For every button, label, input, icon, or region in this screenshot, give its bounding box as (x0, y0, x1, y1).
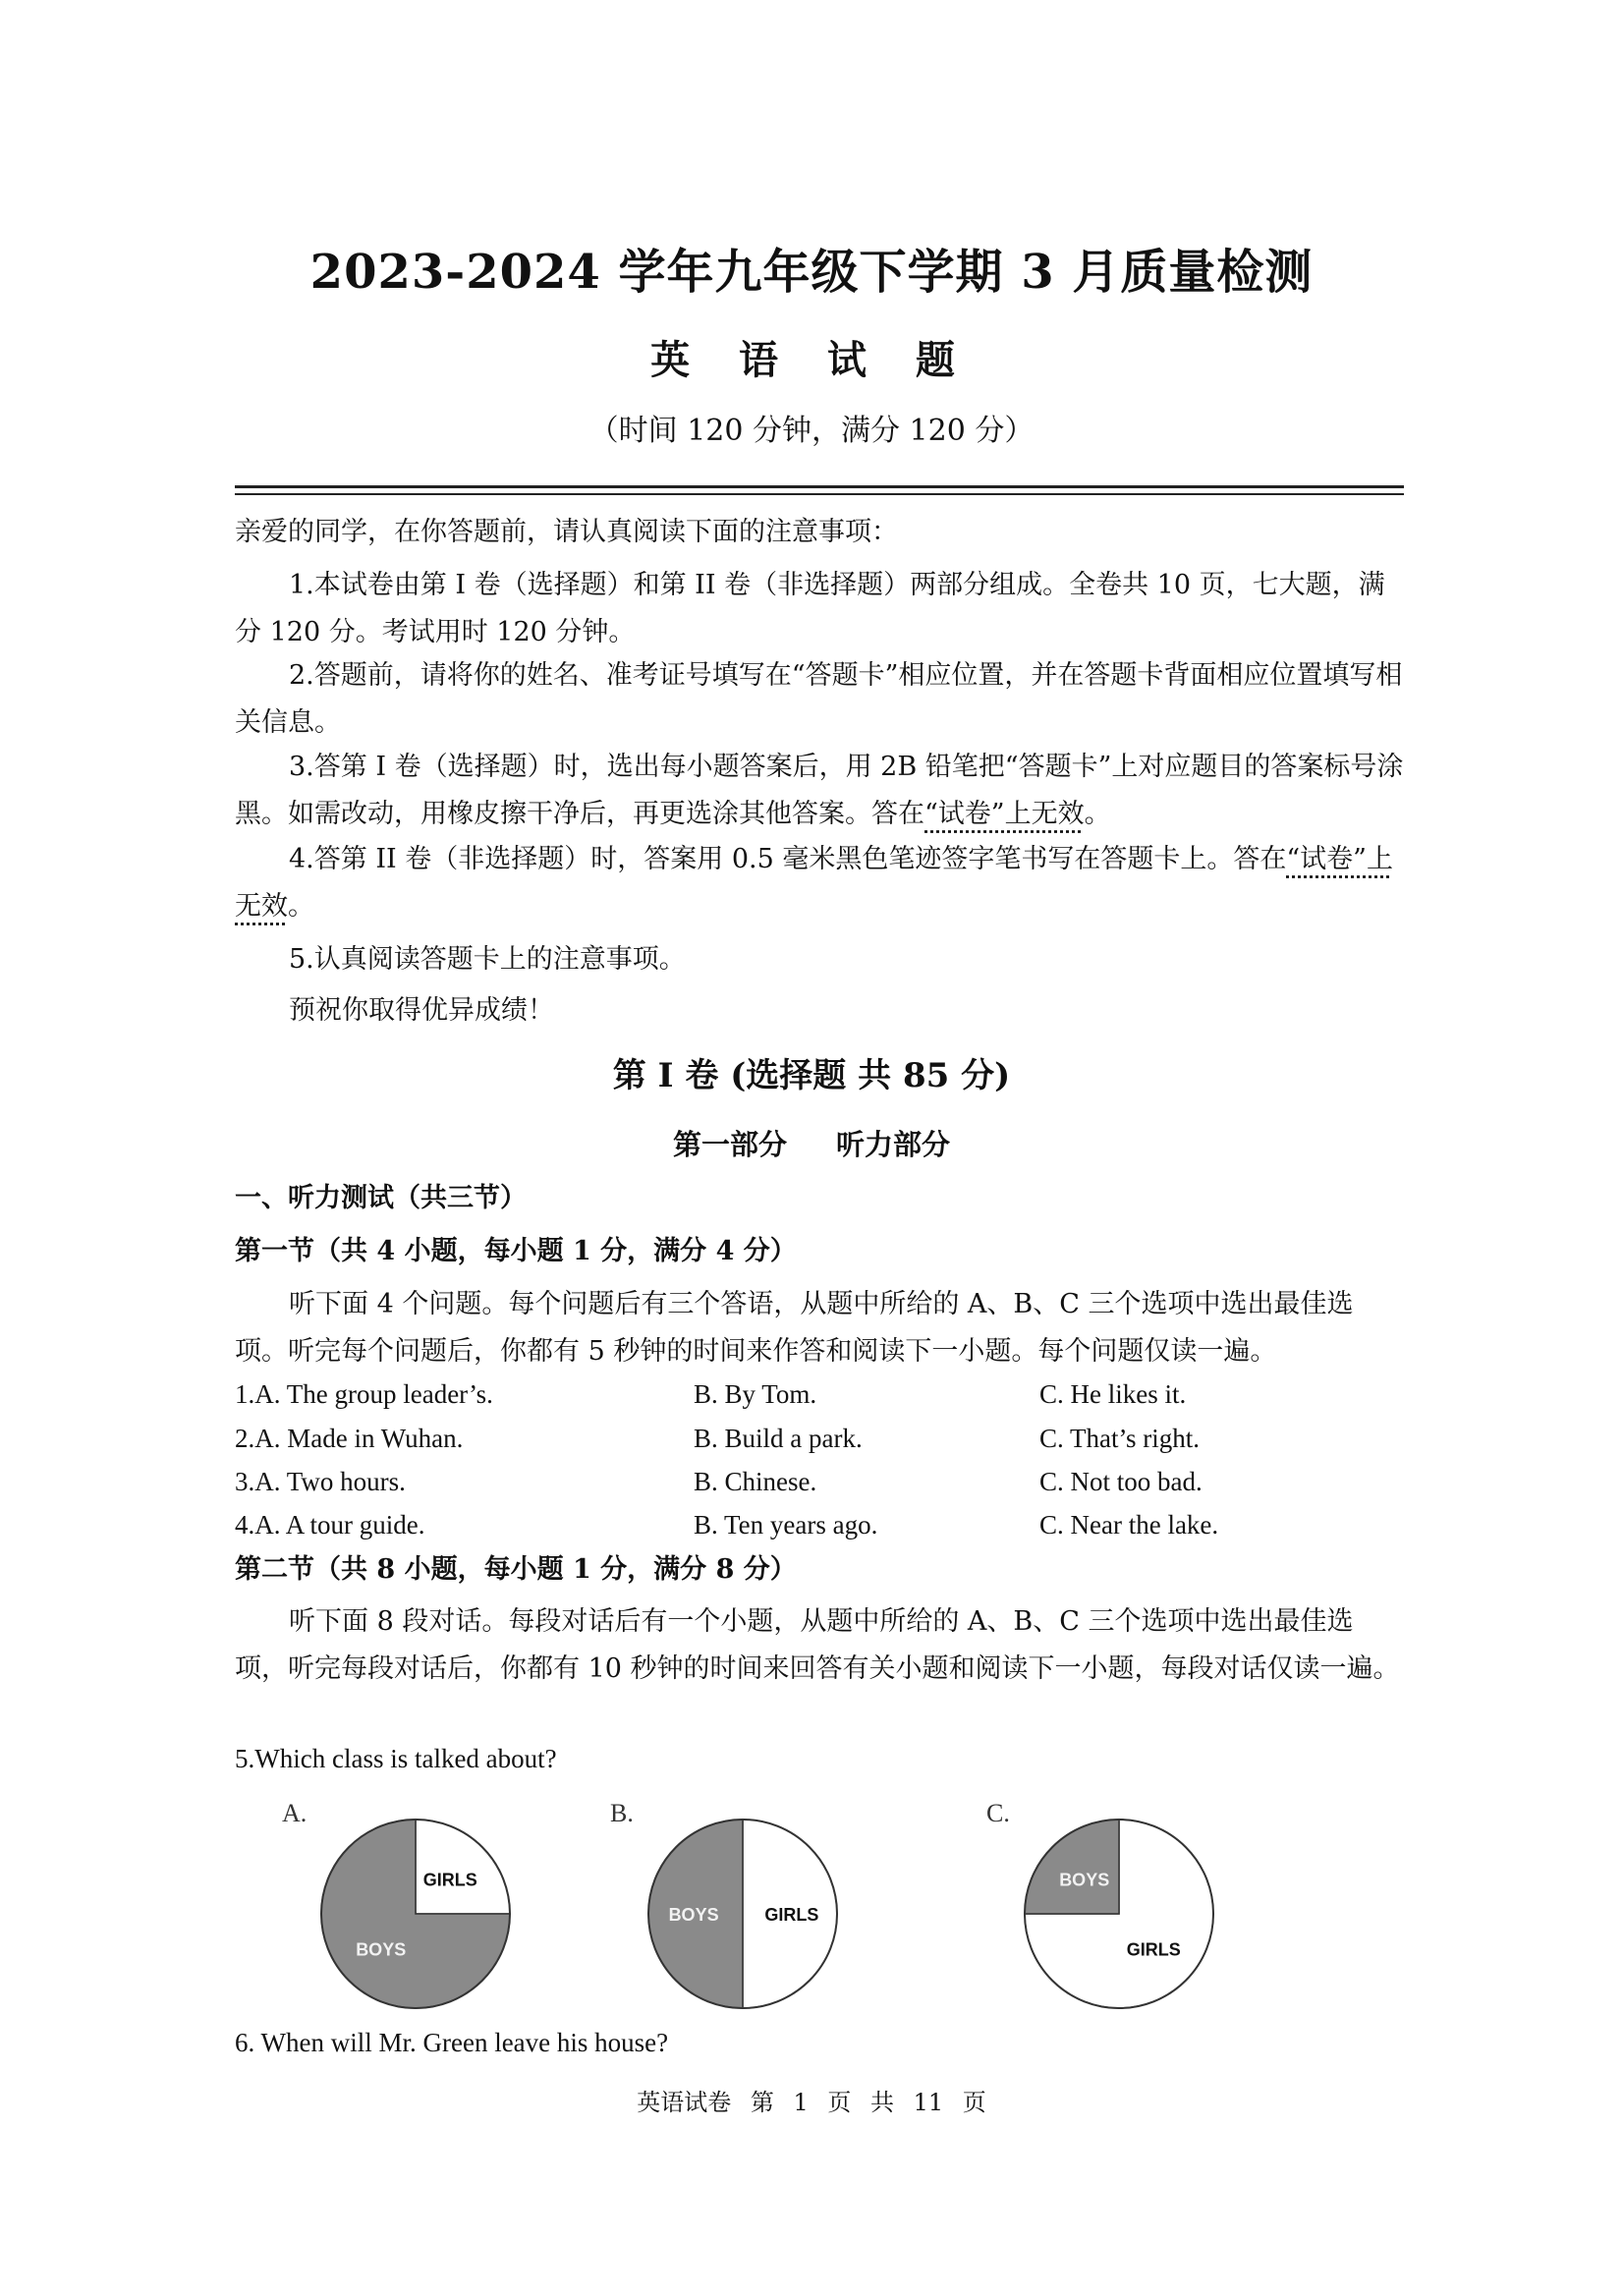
q1-option-b: B. By Tom. (694, 1379, 817, 1409)
notice-wish: 预祝你取得优异成绩！ (289, 995, 554, 1026)
section-2-instructions: 听下面 8 段对话。每段对话后有一个小题，从题中所给的 A、B、C 三个选项中选出最佳选项，听完每段对话后，你都有 10 秒钟的时间来回答有关小题和阅读下一小题，每段对话仅读一遍。 (235, 1606, 1400, 1684)
notice-item-4 (235, 836, 1404, 930)
notice-item-3 (235, 744, 1404, 838)
pie-slice-label: BOYS (356, 1939, 407, 1960)
pie-slice-label: BOYS (1059, 1870, 1110, 1890)
q4-option-a: 4.A. A tour guide. (235, 1510, 425, 1540)
q2-option-b: B. Build a park. (694, 1424, 863, 1453)
pie-option-label: A. (282, 1799, 308, 1827)
q4-option-c: C. Near the lake. (1039, 1510, 1219, 1540)
listening-heading: 一、听力测试（共三节） (235, 1183, 527, 1213)
pie-slice-label: GIRLS (422, 1870, 477, 1890)
section-1-heading: 第一节（共 4 小题，每小题 1 分，满分 4 分） (235, 1236, 797, 1266)
exam-title: 2023-2024 学年九年级下学期 3 月质量检测 (309, 245, 1314, 300)
section-title: 第 I 卷 (选择题 共 85 分) (612, 1056, 1011, 1095)
pie-slice-boys (1025, 1820, 1119, 1914)
exam-subject: 英 语 试 题 (650, 337, 973, 383)
page-footer: 英语试卷 第 1 页 共 11 页 (637, 2089, 986, 2116)
notice-item-4-emphasis: “试卷”上无效 (235, 844, 1393, 922)
notice-item-3-end: 。 (1084, 799, 1111, 829)
notice-item-3-text: 3.答第 I 卷（选择题）时，选出每小题答案后，用 2B 铅笔把“答题卡”上对应题目的答案标号涂黑。如需改动，用橡皮擦干净后，再更选涂其他答案。答在 (235, 752, 1404, 829)
notice-intro: 亲爱的同学，在你答题前，请认真阅读下面的注意事项： (235, 517, 898, 547)
header-rule-thin (235, 493, 1404, 495)
q3-option-c: C. Not too bad. (1039, 1467, 1203, 1496)
notice-item-5: 5.认真阅读答题卡上的注意事项。 (289, 944, 686, 975)
pie-option-label: C. (986, 1799, 1010, 1827)
exam-time-info: （时间 120 分钟，满分 120 分） (588, 414, 1035, 448)
q2-option-a: 2.A. Made in Wuhan. (235, 1424, 464, 1453)
section-2-heading: 第二节（共 8 小题，每小题 1 分，满分 8 分） (235, 1554, 797, 1585)
part-title: 第一部分 听力部分 (672, 1128, 951, 1161)
notice-item-1: 1.本试卷由第 I 卷（选择题）和第 II 卷（非选择题）两部分组成。全卷共 10 页，七大题，满分 120 分。考试用时 120 分钟。 (235, 570, 1385, 647)
notice-item-3-emphasis: “试卷”上无效 (924, 799, 1085, 829)
q2-option-c: C. That’s right. (1039, 1424, 1201, 1453)
pie-option-label: B. (610, 1799, 634, 1827)
notice-item-4-text: 4.答第 II 卷（非选择题）时，答案用 0.5 毫米黑色笔迹签字笔书写在答题卡上。答在 (289, 844, 1287, 874)
pie-slice-label: GIRLS (764, 1905, 819, 1925)
pie-slice-label: GIRLS (1126, 1939, 1181, 1960)
q3-option-b: B. Chinese. (694, 1467, 817, 1496)
q1-option-c: C. He likes it. (1039, 1379, 1187, 1409)
pie-slice-label: BOYS (668, 1905, 719, 1925)
q4-option-b: B. Ten years ago. (694, 1510, 878, 1540)
pie-charts (235, 1788, 1404, 2024)
pie-slice-girls (416, 1820, 510, 1914)
question-5: 5.Which class is talked about? (235, 1744, 557, 1773)
section-1-instructions: 听下面 4 个问题。每个问题后有三个答语，从题中所给的 A、B、C 三个选项中选出最佳选项。听完每个问题后，你都有 5 秒钟的时间来作答和阅读下一小题。每个问题仅读一遍。 (235, 1289, 1354, 1367)
question-6: 6. When will Mr. Green leave his house? (235, 2028, 669, 2057)
q3-option-a: 3.A. Two hours. (235, 1467, 406, 1496)
notice-item-2: 2.答题前，请将你的姓名、准考证号填写在“答题卡”相应位置，并在答题卡背面相应位置填写相关信息。 (235, 660, 1403, 738)
q1-option-a: 1.A. The group leader’s. (235, 1379, 493, 1409)
header-rule-thick (235, 485, 1404, 488)
notice-item-4-end: 。 (288, 891, 314, 922)
